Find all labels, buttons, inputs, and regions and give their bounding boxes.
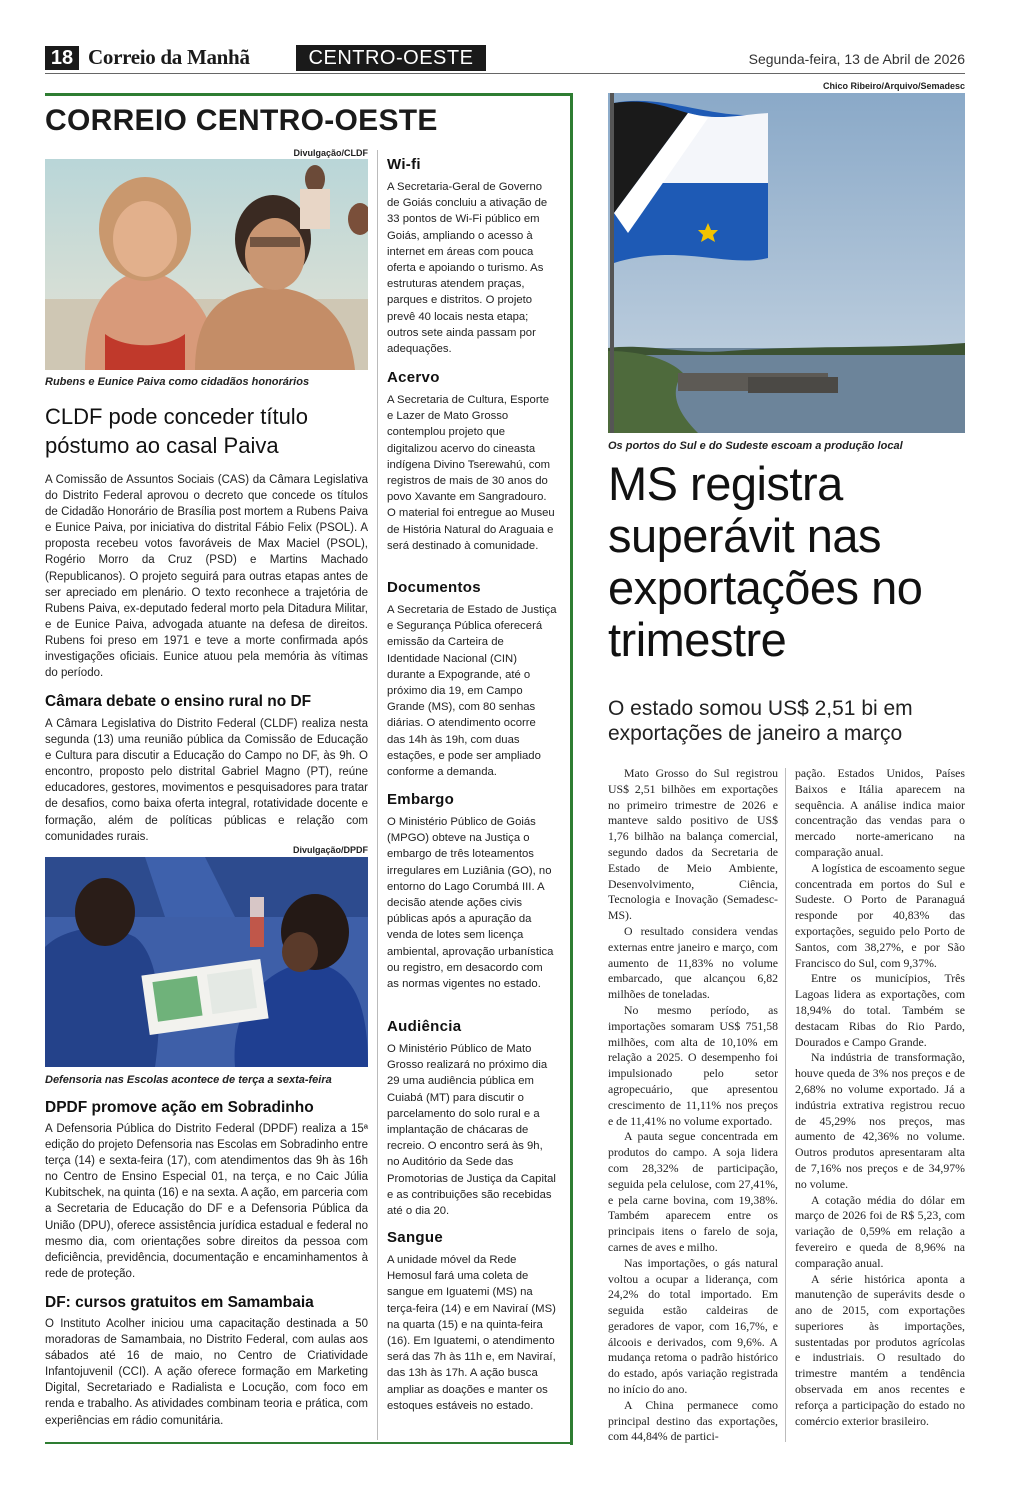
article3-headline: DPDF promove ação em Sobradinho: [45, 1099, 314, 1116]
brief-title-embargo: Embargo: [387, 791, 455, 808]
main-paragraph: O resultado considera vendas externas entre janeiro e março, com aumento de 11,83% no volume embarcado, que alcançou 6,82 milhões de toneladas.: [608, 923, 778, 1002]
main-body-column-1: [608, 766, 778, 1445]
section-tag: CENTRO-OESTE: [296, 45, 486, 71]
article2-headline: Câmara debate o ensino rural no DF: [45, 693, 312, 710]
main-photo-caption: Os portos do Sul e do Sudeste escoam a produção local: [608, 440, 903, 452]
main-paragraph: pação. Estados Unidos, Países Baixos e Itália aparecem na sequência. A análise indica maior concentração das vendas para o mercado norte-americano na comparação anual.: [795, 766, 965, 859]
brief-title-documentos: Documentos: [387, 579, 481, 596]
brief-title-sangue: Sangue: [387, 1229, 443, 1246]
main-paragraph: Nas importações, o gás natural voltou a ocupar a liderança, com 24,2% do total importado. Em seguida estão caldeiras de geradores de vapor, com 16,7%, e álcoois e derivados, com 9,6%. A mudança retoma o padrão histórico do estado, após variação registrada no início do ano.: [608, 1255, 778, 1397]
brief-text-sangue: A unidade móvel da Rede Hemosul fará uma coleta de sangue em Iguatemi (MS) na terça-feira (14) e em Naviraí (MS) na quarta (15) e na quinta-feira (16). Em Iguatemi, o atendimento será das 7h às 11h e, em Naviraí, das 13h às 17h. A ação busca ampliar as doações e manter os estoques estáveis no estado.: [387, 1254, 556, 1412]
article1-body: A Comissão de Assuntos Sociais (CAS) da Câmara Legislativa do Distrito Federal aprovou o decreto que concede os títulos de Cidadão Honorário de Brasília post mortem a Rubens Paiva e Eunice Paiva, por iniciativa do distrital Fábio Felix (PSOL). A proposta recebeu votos favoráveis de Max Maciel (PSOL), Rogério Morro da Cruz (PSD) e Martins Machado (Republicanos). O projeto seguirá para outras etapas antes de ser apreciado em plenário. O texto reconhece a trajetória de Rubens Paiva, ex-deputado federal morto pela Ditadura Militar, e de Eunice Paiva, advogada atuante na defesa de direitos. Rubens foi preso em 1971 e teve a morte confirmada após investigações oficiais. Eunice atuou pela memória às vítimas do período.: [45, 474, 368, 680]
article1-headline: CLDF pode conceder título póstumo ao casal Paiva: [45, 404, 308, 458]
main-paragraph: A série histórica aponta a manutenção de superávits desde o ano de 2015, com exportações superiores às importações, sustentadas por produtos agrícolas e industriais. O resultado do trimestre mantém a tendência observada em anos recentes e reforça a participação do estado no comércio exterior brasileiro.: [795, 1271, 965, 1428]
brief-text-wifi: A Secretaria-Geral de Governo de Goiás concluiu a ativação de 33 pontos de Wi-Fi público em Goiás, ampliando o acesso à internet em áreas com pouca oferta e apoiando o turismo. As estruturas atendem praças, parques e distritos. O projeto prevê 40 locais nesta etapa; outros sete ainda passam por adequações.: [387, 181, 548, 356]
main-paragraph: No mesmo período, as importações somaram US$ 751,58 milhões, com alta de 10,10% em relação a 2025. O desempenho foi impulsionado pelo setor agropecuário, que apresentou crescimento de 11,11% nos preços e de 11,41% no volume exportado.: [608, 1002, 778, 1128]
article3-body: A Defensoria Pública do Distrito Federal (DPDF) realiza a 15ª edição do projeto Defensoria nas Escolas em Sobradinho entre terça (14) e sexta-feira (17), com atendimentos das 9h às 16h no Centro de Ensino Especial 01, na terça, e no Caic Júlia Kubitschek, na quinta (16) e na sexta. A ação, em parceria com a Secretaria de Educação do DF e a Defensoria Pública da União (DPU), oferece assistência jurídica estadual e federal no mesmo dia, com orientações sobre direitos da pessoa com deficiência, previdência, documentação e encaminhamentos à rede de proteção.: [45, 1123, 368, 1280]
brief-text-documentos: A Secretaria de Estado de Justiça e Segurança Pública oferecerá emissão da Carteira de Identidade Nacional (CIN) durante a Expogrande, até o próximo dia 19, em Campo Grande (MS), com 80 senhas diárias. O atendimento ocorre das 14h às 19h, com duas estações, e pode ser ampliado conforme a demanda.: [387, 604, 557, 779]
article4-headline: DF: cursos gratuitos em Samambaia: [45, 1294, 314, 1311]
main-paragraph: Na indústria de transformação, houve queda de 3% nos preços e de 2,68% no volume exportado. Já a indústria extrativa registrou recuo de 45,29% nos preços, mas aumento de 42,36% no volume. Outros produtos apresentaram alta de 7,16% nos preços e de 34,97% no volume.: [795, 1050, 965, 1191]
main-paragraph: A logística de escoamento segue concentrada em portos do Sul e Sudeste. O Porto de Paranaguá responde por 40,83% das exportações, seguido pelo Porto de Santos, com 38,27%, e por São Francisco do Sul, com 9,37%.: [795, 860, 965, 970]
article4-body: O Instituto Acolher iniciou uma capacitação destinada a 50 moradoras de Samambaia, no Distrito Federal, com aulas aos sábados até 16 de maio, no Centro de Criatividade Infantojuvenil (CCI). A ação oferece formação em Marketing Digital, Secretariado e Radialista e Locução, com foco em renda e trabalho. As atividades combinam teoria e prática, com experiências em rádio comunitária.: [45, 1318, 368, 1427]
photo-paiva-couple: [45, 159, 368, 370]
brief-text-embargo: O Ministério Público de Goiás (MPGO) obteve na Justiça o embargo de três loteamentos irregulares em Luziânia (GO), no entorno do Lago Corumbá III. A decisão atende ações civis públicas após a apuração da venda de lotes sem licença ambiental, aprovação urbanística ou registro, em desacordo com as normas vigentes no estado.: [387, 816, 554, 991]
main-paragraph: A pauta segue concentrada em produtos do campo. A soja lidera com 28,32% de participação, seguida pela celulose, com 27,41%, e pela carne bovina, com 19,38%. Também aparecem entre os principais itens o farelo de soja, carnes de aves e milho.: [608, 1129, 778, 1254]
brief-text-audiencia: O Ministério Público de Mato Grosso realizará no próximo dia 29 uma audiência pública em Cuiabá (MT) para discutir o parcelamento do solo rural e a implantação de chácaras de recreio. O encontro será às 9h, no Auditório da Sede das Promotorias de Justiça da Capital e as contribuições são recebidas até o dia 20.: [387, 1043, 556, 1218]
main-paragraph: A cotação média do dólar em março de 2026 foi de R$ 5,23, com variação de 0,59% em relação a fevereiro e queda de 8,96% na comparação anual.: [795, 1192, 965, 1270]
brief-title-audiencia: Audiência: [387, 1018, 462, 1035]
box-frame-bottom: [45, 1442, 573, 1444]
page-number: 18: [45, 46, 79, 70]
header-divider: [45, 73, 965, 74]
column-divider: [377, 150, 378, 1440]
main-deck: O estado somou US$ 2,51 bi em exportações de janeiro a março: [608, 697, 913, 745]
box-title: CORREIO CENTRO-OESTE: [45, 104, 438, 137]
main-paragraph: Mato Grosso do Sul registrou US$ 2,51 bilhões em exportações no primeiro trimestre de 2026 e manteve saldo positivo de US$ 1,76 bilhão na balança comercial, segundo dados da Secretaria de Estado de Meio Ambiente, Desenvolvimento, Ciência, Tecnologia e Inovação (Semadesc-MS).: [608, 766, 778, 923]
main-column-divider: [785, 768, 786, 1442]
box-frame-right: [570, 93, 573, 1445]
main-body-column-2: [795, 766, 965, 1429]
brief-title-acervo: Acervo: [387, 369, 440, 386]
photo2-caption: Defensoria nas Escolas acontece de terça a sexta-feira: [45, 1074, 332, 1086]
article2-body: A Câmara Legislativa do Distrito Federal (CLDF) realiza nesta segunda (13) uma reunião pública da Comissão de Educação e Cultura para discutir a Educação do Campo no DF, às 9h. O encontro, proposto pelo distrital Gabriel Magno (PT), reúne educadores, gestores, movimentos e pesquisadores para tratar de desafios, como baixa oferta integral, rotatividade docente e formação, além de políticas públicas e relação com comunidades rurais.: [45, 718, 368, 843]
main-headline: MS registra superávit nas exportações no trimestre: [608, 457, 923, 666]
photo2-credit: Divulgação/DPDF: [292, 845, 368, 855]
newspaper-name: Correio da Manhã: [88, 45, 250, 69]
box-frame-top: [45, 93, 573, 96]
brief-title-wifi: Wi-fi: [387, 156, 421, 173]
photo-defensoria-students: [45, 857, 368, 1067]
photo1-caption: Rubens e Eunice Paiva como cidadãos honorários: [45, 376, 310, 388]
issue-date: Segunda-feira, 13 de Abril de 2026: [748, 51, 965, 67]
photo-ms-flag-river: [608, 93, 965, 433]
brief-text-acervo: A Secretaria de Cultura, Esporte e Lazer de Mato Grosso contemplou projeto que digitalizou acervo do cineasta indígena Divino Tserewahú, com registros de mais de 30 anos do povo Xavante em Sangradouro. O material foi entregue ao Museu de História Natural do Araguaia e será destinado à comunidade.: [387, 394, 555, 552]
photo1-credit: Divulgação/CLDF: [293, 148, 368, 158]
main-paragraph: Entre os municípios, Três Lagoas lidera as exportações, com 18,94% do total. Também se destacam Ribas do Rio Pardo, Dourados e Campo Grande.: [795, 971, 965, 1049]
main-paragraph: A China permanece como principal destino das exportações, com 44,84% de partici-: [608, 1397, 778, 1444]
main-photo-credit: Chico Ribeiro/Arquivo/Semadesc: [822, 81, 965, 91]
